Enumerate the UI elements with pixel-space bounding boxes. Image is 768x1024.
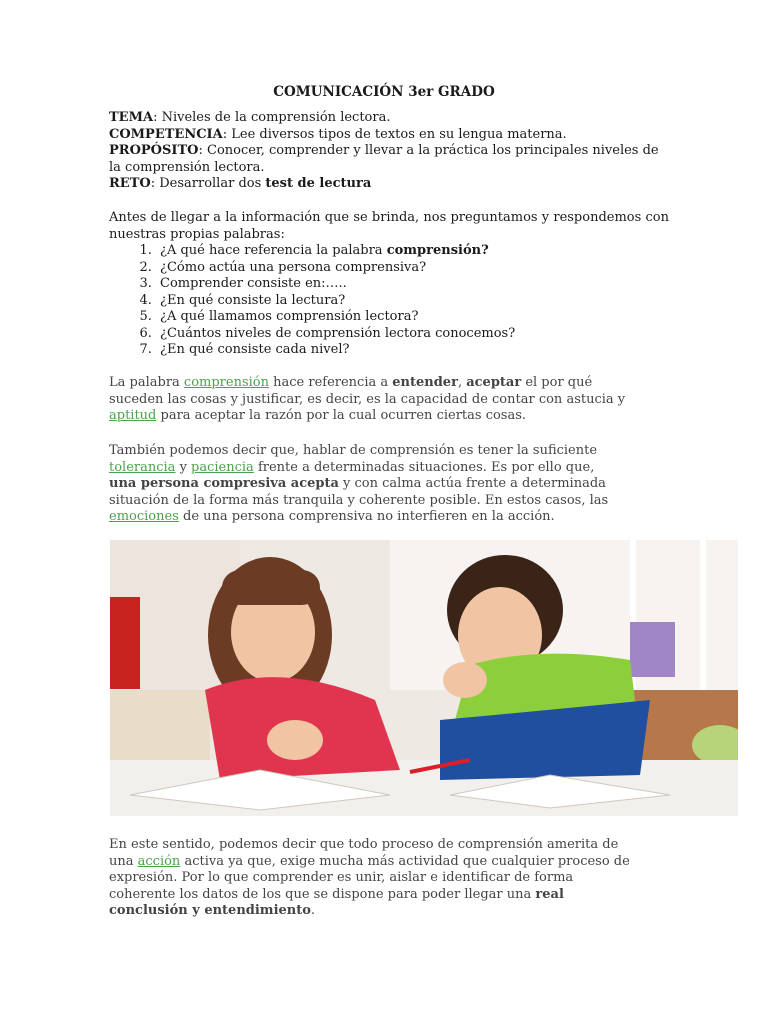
paragraph-comprension: La palabra comprensión hace referencia a entender, aceptar el por qué suceden las cosas y justificar, es decir, es la capacidad de contar con astucia y aptitud para aceptar la razón por la cual ocurren ciertas cosas. <box>109 375 626 423</box>
proposito-line: PROPÓSITO: Conocer, comprender y llevar a la práctica los principales niveles de la comprensión lectora. <box>109 143 659 175</box>
question-item: 4. ¿En qué consiste la lectura? <box>156 293 669 310</box>
tema-line: TEMA: Niveles de la comprensión lectora. <box>109 110 391 125</box>
link-aptitud[interactable]: aptitud <box>109 408 157 423</box>
question-item: 3. Comprender consiste en:….. <box>156 276 669 293</box>
reto-text: Desarrollar dos <box>159 176 262 191</box>
header-info <box>109 110 669 193</box>
link-tolerancia[interactable]: tolerancia <box>109 459 176 475</box>
competencia-text: Lee diversos tipos de textos en su lengua materna. <box>231 126 567 142</box>
paragraph-tolerancia: También podemos decir que, hablar de comprensión es tener la suficiente tolerancia y paciencia frente a determinadas situaciones. Es por ello que, una persona compresiva acepta y con calma actúa frente a determinada situación de la forma más tranquila y coherente posible. En estos casos, las emociones de una persona comprensiva no interfieren en la acción. <box>109 443 609 524</box>
intro-paragraph: Antes de llegar a la información que se brinda, nos preguntamos y respondemos con nuestras propias palabras: <box>109 210 669 242</box>
reto-bold: test de lectura <box>265 176 372 191</box>
question-item: 6. ¿Cuántos niveles de comprensión lectora conocemos? <box>156 326 669 343</box>
tema-label: TEMA <box>109 110 154 125</box>
reto-line: RETO: Desarrollar dos test de lectura <box>109 176 372 191</box>
link-accion[interactable]: acción <box>137 853 181 869</box>
paragraph-accion: En este sentido, podemos decir que todo proceso de comprensión amerita de una acción activa ya que, exige mucha más actividad que cualquier proceso de expresión. Por lo que comprender es unir, aislar e identificar de forma coherente los datos de los que se dispone para poder llegar una real conclusión y entendimiento. <box>109 837 630 918</box>
page-title: COMUNICACIÓN 3er GRADO <box>273 84 495 100</box>
tema-text: Niveles de la comprensión lectora. <box>161 110 391 125</box>
link-emociones[interactable]: emociones <box>109 509 179 524</box>
question-item: 5. ¿A qué llamamos comprensión lectora? <box>156 309 669 326</box>
photo-illustration <box>110 540 738 816</box>
proposito-label: PROPÓSITO <box>109 143 199 158</box>
question-item: 2. ¿Cómo actúa una persona comprensiva? <box>156 260 669 277</box>
question-item: 1. ¿A qué hace referencia la palabra comprensión? <box>156 243 669 260</box>
competencia-label: COMPETENCIA <box>109 126 223 142</box>
children-reading-photo <box>110 540 738 816</box>
reto-label: RETO <box>109 176 151 191</box>
competencia-line: COMPETENCIA: Lee diversos tipos de textos en su lengua materna. <box>109 126 567 142</box>
question-item: 7. ¿En qué consiste cada nivel? <box>156 342 669 359</box>
link-paciencia[interactable]: paciencia <box>191 459 254 475</box>
questions-list-wrapper <box>109 243 669 359</box>
proposito-text: Conocer, comprender y llevar a la práctica los principales niveles de la comprensión lectora. <box>109 143 659 175</box>
questions-list <box>109 243 669 359</box>
link-comprension[interactable]: comprensión <box>183 375 269 390</box>
